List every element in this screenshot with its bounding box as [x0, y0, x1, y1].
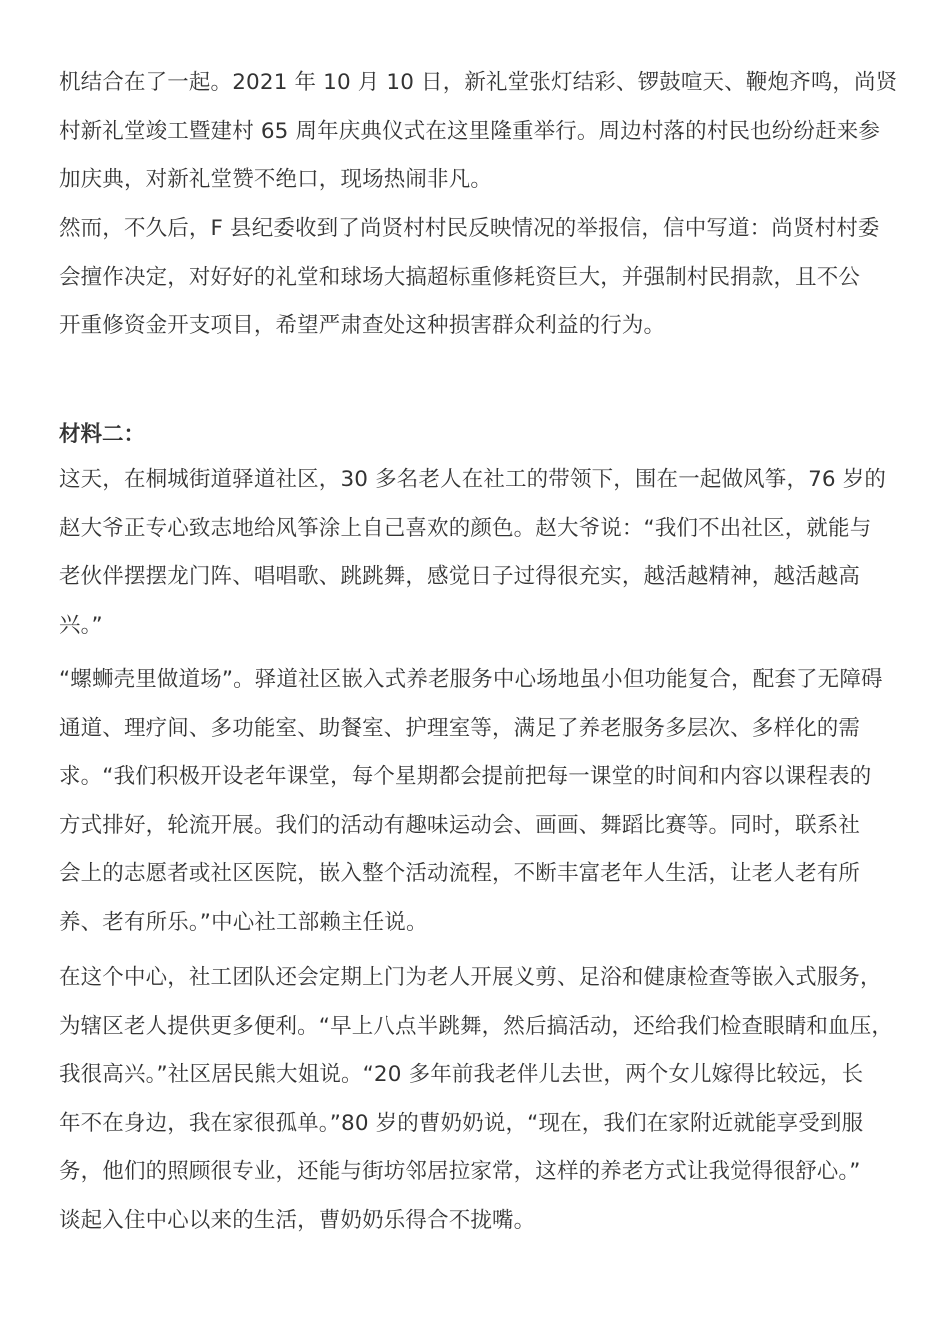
- paragraph-2: 然而，不久后，F 县纪委收到了尚贤村村民反映情况的举报信，信中写道：尚贤村村委 会擅作决定，对好好的礼堂和球场大搞超标重修耗资巨大，并强制村民捐款，且不公 开重修资金开支项目，希望严肃查处这种损害群众利益的行为。: [59, 216, 880, 338]
- section-heading: 材料二：: [59, 422, 146, 447]
- paragraph-3: 这天，在桐城街道驿道社区，30 多名老人在社工的带领下，围在一起做风筝，76 岁的 赵大爷正专心致志地给风筝涂上自己喜欢的颜色。赵大爷说：“我们不出社区，就能与 老伙伴摆摆龙门阵、唱唱歌、跳跳舞，感觉日子过得很充实，越活越精神，越活越高 兴。”: [59, 467, 887, 638]
- paragraph-1: 机结合在了一起。2021 年 10 月 10 日，新礼堂张灯结彩、锣鼓喧天、鞭炮齐鸣，尚贤 村新礼堂竣工暨建村 65 周年庆典仪式在这里隆重举行。周边村落的村民也纷纷赶来参 加庆典，对新礼堂赞不绝口，现场热闹非凡。: [59, 70, 898, 192]
- paragraph-4: “螺蛳壳里做道场”。驿道社区嵌入式养老服务中心场地虽小但功能复合，配套了无障碍 通道、理疗间、多功能室、助餐室、护理室等，满足了养老服务多层次、多样化的需 求。“我们积极开设老年课堂，每个星期都会提前把每一课堂的时间和内容以课程表的 方式排好，轮流开展。我们的活动有趣味运动会、画画、舞蹈比赛等。同时，联系社 会上的志愿者或社区医院，嵌入整个活动流程，不断丰富老年人生活，让老人老有所 养、老有所乐。”中心社工部赖主任说。: [59, 667, 883, 935]
- paragraph-5: 在这个中心，社工团队还会定期上门为老人开展义剪、足浴和健康检查等嵌入式服务， 为辖区老人提供更多便利。“早上八点半跳舞，然后搞活动，还给我们检查眼睛和血压， 我很高兴。”社区居民熊大姐说。“20 多年前我老伴儿去世，两个女儿嫁得比较远，长 年不在身边，我在家很孤单。”80 岁的曹奶奶说，“现在，我们在家附近就能享受到服 务，他们的照顾很专业，还能与街坊邻居拉家常，这样的养老方式让我觉得很舒心。” 谈起入住中心以来的生活，曹奶奶乐得合不拢嘴。: [59, 965, 893, 1233]
